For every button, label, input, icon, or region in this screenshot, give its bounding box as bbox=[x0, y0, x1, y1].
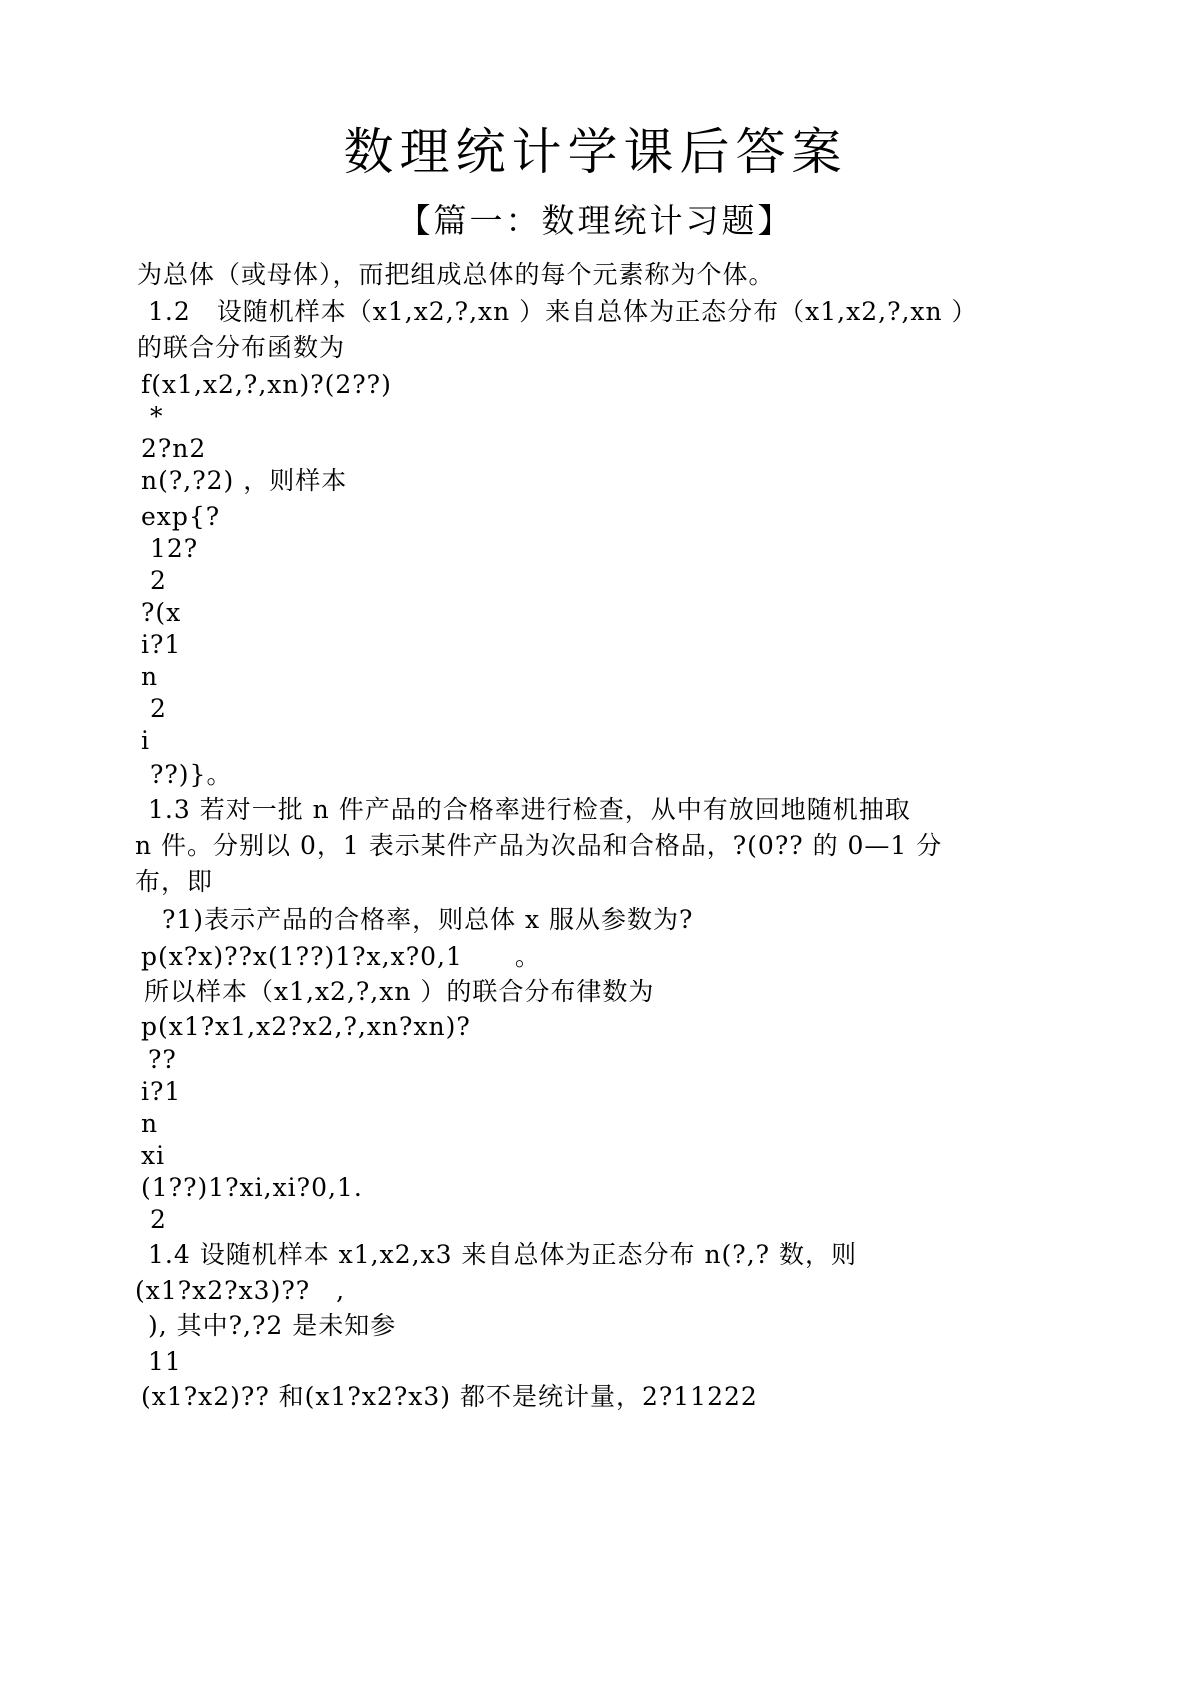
text-line: ?? bbox=[148, 1045, 177, 1074]
text-line: 12? bbox=[150, 534, 199, 563]
text-line: 2 bbox=[150, 566, 167, 595]
text-line: 2 bbox=[150, 694, 167, 723]
text-line: (x1?x2)?? 和(x1?x2?x3) 都不是统计量，2?11222 bbox=[141, 1382, 758, 1411]
text-line: xi bbox=[141, 1141, 166, 1170]
text-line: 的联合分布函数为 bbox=[137, 333, 346, 362]
text-line: i bbox=[141, 726, 150, 755]
text-line: n bbox=[141, 662, 159, 691]
text-line: (x1?x2?x3)?? , bbox=[135, 1276, 346, 1305]
text-line: 所以样本（x1,x2,?,xn ）的联合分布律数为 bbox=[144, 977, 655, 1006]
text-line: f(x1,x2,?,xn)?(2??) bbox=[141, 370, 392, 399]
text-line: ), 其中?,?2 是未知参 bbox=[148, 1311, 397, 1340]
document-title: 数理统计学课后答案 bbox=[343, 123, 848, 181]
text-line: 2?n2 bbox=[141, 434, 207, 463]
text-line: p(x1?x1,x2?x2,?,xn?xn)? bbox=[141, 1012, 471, 1041]
text-line: exp{? bbox=[141, 502, 221, 531]
text-line: n(?,?2) ，则样本 bbox=[141, 466, 348, 495]
text-line: i?1 bbox=[141, 630, 182, 659]
text-line: i?1 bbox=[141, 1077, 182, 1106]
text-line: 1.4 设随机样本 x1,x2,x3 来自总体为正态分布 n(?,? 数，则 bbox=[148, 1240, 858, 1269]
document-subtitle: 【篇一：数理统计习题】 bbox=[397, 201, 794, 240]
text-line: n 件。分别以 0，1 表示某件产品为次品和合格品，?(0?? 的 0—1 分 bbox=[135, 831, 943, 860]
text-line: 2 bbox=[150, 1205, 167, 1234]
text-line: 布，即 bbox=[135, 867, 214, 896]
text-line: * bbox=[150, 402, 164, 431]
text-line: p(x?x)??x(1??)1?x,x?0,1 。 bbox=[141, 942, 541, 971]
text-line: 1.2 设随机样本（x1,x2,?,xn ）来自总体为正态分布（x1,x2,?,xn ） bbox=[148, 297, 978, 326]
text-line: ??)}。 bbox=[150, 760, 233, 789]
text-line: ?(x bbox=[141, 598, 182, 627]
text-line: (1??)1?xi,xi?0,1. bbox=[141, 1173, 363, 1202]
text-line: 1.3 若对一批 n 件产品的合格率进行检查，从中有放回地随机抽取 bbox=[148, 795, 911, 824]
text-line: n bbox=[141, 1109, 159, 1138]
text-line: 11 bbox=[148, 1347, 182, 1376]
text-line: 为总体（或母体），而把组成总体的每个元素称为个体。 bbox=[137, 260, 775, 289]
text-line: ?1)表示产品的合格率，则总体 x 服从参数为? bbox=[162, 905, 694, 934]
